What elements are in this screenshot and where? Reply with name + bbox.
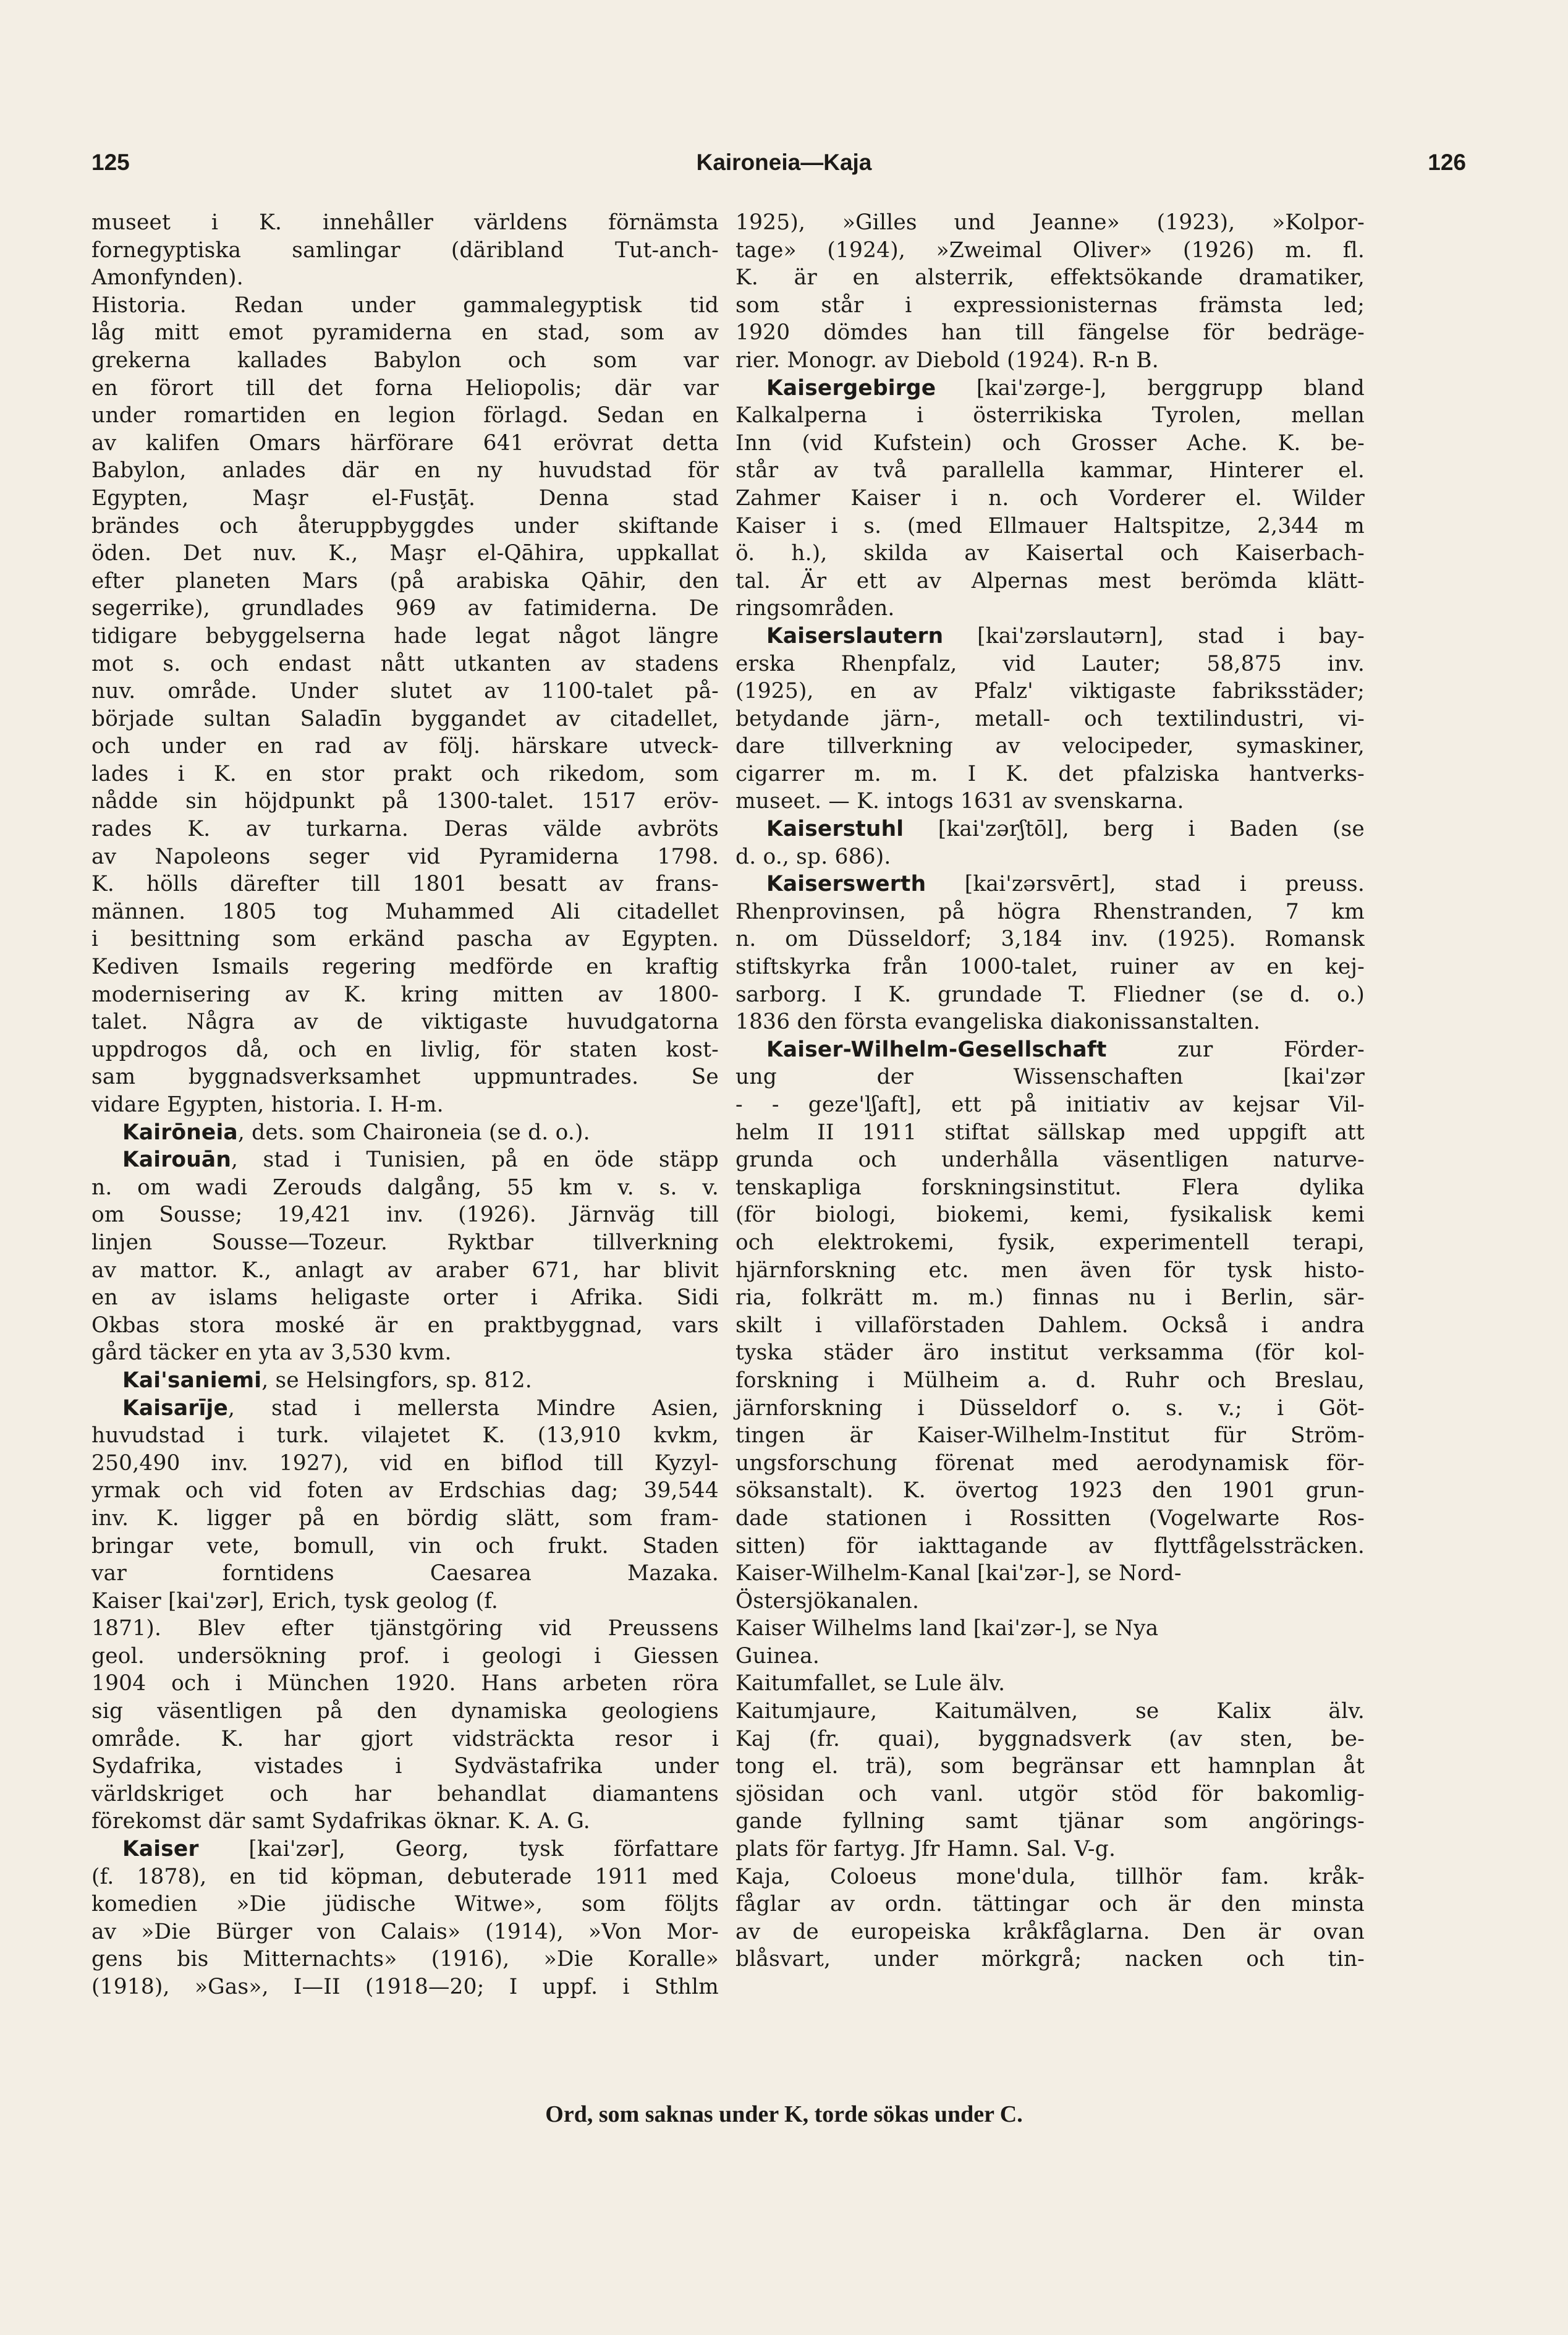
text-line: söksanstalt). K. övertog 1923 den 1901 grun- [735,1478,1365,1504]
text-line: 1920 dömdes han till fängelse för bedräge- [735,320,1365,346]
text-line: blåsvart, under mörkgrå; nacken och tin- [735,1947,1365,1972]
text-line: segerrike), grundlades 969 av fatimiderna. De [91,596,719,621]
text-line: Kaiserswerth [kai'zərsvērt], stad i preuss. [766,872,1365,897]
text-line: talet. Några av de viktigaste huvudgatorna [91,1010,719,1035]
text-line: lades i K. en stor prakt och rikedom, som [91,761,719,786]
text-line: männen. 1805 tog Muhammed Ali citadellet [91,899,719,924]
text-line: K. hölls därefter till 1801 besatt av frans- [91,872,719,897]
text-line: som står i expressionisternas främsta led; [735,292,1365,318]
text-line: modernisering av K. kring mitten av 1800- [91,982,719,1007]
left-column [91,209,719,2001]
text-line: av »Die Bürger von Calais» (1914), »Von Mor- [91,1919,719,1944]
text-line: yrmak och vid foten av Erdschias dag; 39,544 [91,1478,719,1504]
footer-note: Ord, som saknas under K, torde sökas under C. [545,2101,1023,2127]
text-line: förekomst där samt Sydafrikas öknar. K. A. G. [91,1809,590,1834]
text-line: Kaiserstuhl [kai'zərʃtōl], berg i Baden (se [766,817,1365,842]
text-line: Babylon, anlades där en ny huvudstad för [91,458,719,483]
text-line: gård täcker en yta av 3,530 kvm. [91,1340,452,1366]
text-line: tyska städer äro institut verksamma (för kol- [735,1340,1365,1366]
text-line: mot s. och endast nått utkanten av stadens [91,651,719,676]
text-line: tingen är Kaiser-Wilhelm-Institut für Ström- [735,1423,1365,1448]
text-line: Kaiser i s. (med Ellmauer Haltspitze, 2,344 m [735,513,1365,538]
running-title: Kaironeia—Kaja [696,150,872,175]
text-line: Kaiserslautern [kai'zərslautərn], stad i bay- [766,623,1365,649]
text-line: forskning i Mülheim a. d. Ruhr och Breslau, [735,1367,1365,1393]
text-line: Kaiser Wilhelms land [kai'zər-], se Nya [735,1616,1159,1641]
text-line: Inn (vid Kufstein) och Grosser Ache. K. be- [735,430,1365,456]
text-line: rades K. av turkarna. Deras välde avbröts [91,817,719,842]
text-line: Zahmer Kaiser i n. och Vorderer el. Wilder [735,485,1365,511]
text-line: hjärnforskning etc. men även för tysk histo- [735,1257,1365,1283]
text-line: sam byggnadsverksamhet uppmuntrades. Se [91,1065,719,1090]
text-line: av mattor. K., anlagt av araber 671, har blivit [91,1257,719,1283]
text-line: sig väsentligen på den dynamiska geologiens [91,1699,719,1724]
text-line: 1836 den första evangeliska diakonissanstalten. [735,1010,1261,1035]
text-line: bringar vete, bomull, vin och frukt. Staden [91,1533,719,1559]
text-line: Okbas stora moské är en praktbyggnad, vars [91,1312,719,1338]
text-line: Kaisergebirge [kai'zərge-], berggrupp bland [766,375,1365,401]
text-line: Kairōneia, dets. som Chaironeia (se d. o.). [122,1120,590,1145]
text-line: komedien »Die jüdische Witwe», som följts [91,1892,719,1917]
text-line: fåglar av ordn. tättingar och är den minsta [735,1892,1365,1917]
text-line: i besittning som erkänd pascha av Egypten. [91,927,719,952]
text-line: Sydafrika, vistades i Sydvästafrika under [91,1754,719,1779]
text-line: fornegyptiska samlingar (däribland Tut-anch- [91,237,719,263]
text-line: Rhenprovinsen, på högra Rhenstranden, 7 km [735,899,1365,924]
text-line: tidigare bebyggelserna hade legat något längre [91,623,719,649]
text-line: 1925), »Gilles und Jeanne» (1923), »Kolpor- [735,210,1365,235]
text-line: 1904 och i München 1920. Hans arbeten röra [91,1671,719,1696]
text-line: började sultan Saladīn byggandet av citadellet, [91,706,719,731]
text-line: Historia. Redan under gammalegyptisk tid [91,292,719,318]
text-line: (för biologi, biokemi, kemi, fysikalisk kemi [735,1202,1365,1228]
text-line: helm II 1911 stiftat sällskap med uppgift att [735,1120,1365,1145]
text-line: en förort till det forna Heliopolis; där var [91,375,719,401]
text-line: av kalifen Omars härförare 641 erövrat detta [91,430,719,456]
text-line: Kai'saniemi, se Helsingfors, sp. 812. [122,1367,532,1393]
text-line: tenskapliga forskningsinstitut. Flera dylika [735,1175,1365,1200]
text-line: 250,490 inv. 1927), vid en biflod till Kyzyl- [91,1450,719,1476]
text-line: grekerna kallades Babylon och som var [91,347,719,373]
text-line: huvudstad i turk. vilajetet K. (13,910 kvkm, [91,1423,719,1448]
text-line: tage» (1924), »Zweimal Oliver» (1926) m. fl. [735,237,1365,263]
text-line: sitten) för iakttagande av flyttfågelssträcken. [735,1533,1365,1559]
text-line: plats för fartyg. Jfr Hamn. Sal. V-g. [735,1837,1116,1862]
text-line: av de europeiska kråkfåglarna. Den är ovan [735,1919,1365,1944]
text-line: världskriget och har behandlat diamantens [91,1781,719,1806]
text-line: Kaiser [kai'zər], Georg, tysk författare [122,1837,719,1862]
text-line: (1925), en av Pfalz' viktigaste fabriksstäder; [735,679,1365,704]
text-line: nådde sin höjdpunkt på 1300-talet. 1517 eröv- [91,789,719,814]
text-line: linjen Sousse—Tozeur. Ryktbar tillverkning [91,1230,719,1255]
text-line: Guinea. [735,1643,820,1669]
text-line: tong el. trä), som begränsar ett hamnplan åt [735,1754,1365,1779]
text-line: Östersjökanalen. [735,1588,920,1614]
text-line: gande fyllning samt tjänar som angörings- [735,1809,1365,1834]
text-line: betydande järn-, metall- och textilindustri, vi- [735,706,1365,731]
page-header [0,150,1568,187]
text-line: museet i K. innehåller världens förnämsta [91,210,719,235]
text-line: erska Rhenpfalz, vid Lauter; 58,875 inv. [735,651,1365,676]
text-line: - - geze'lʃaft], ett på initiativ av kejsar Vil- [735,1092,1365,1117]
text-line: en av islams heligaste orter i Afrika. Sidi [91,1285,719,1311]
text-line: rier. Monogr. av Diebold (1924). R-n B. [735,347,1159,373]
text-line: Kaja, Coloeus mone'dula, tillhör fam. kråk- [735,1864,1365,1889]
text-line: grunda och underhålla väsentligen naturve- [735,1147,1365,1173]
text-line: n. om wadi Zerouds dalgång, 55 km v. s. v. [91,1175,719,1200]
text-line: uppdrogos då, och en livlig, för staten kost- [91,1037,719,1062]
text-line: inv. K. ligger på en bördig slätt, som fram- [91,1505,719,1531]
text-line: och under en rad av följ. härskare utveck- [91,734,719,759]
text-line: Kediven Ismails regering medförde en kraftig [91,955,719,980]
text-line: öden. Det nuv. K., Maşr el-Qāhira, uppkallat [91,541,719,566]
text-line: K. är en alsterrik, effektsökande dramatiker, [735,265,1365,291]
text-line: stiftskyrka från 1000-talet, ruiner av en kej- [735,955,1365,980]
text-line: låg mitt emot pyramiderna en stad, som av [91,320,719,346]
text-line: område. K. har gjort vidsträckta resor i [91,1726,719,1751]
text-line: Kairouān, stad i Tunisien, på en öde stäpp [122,1147,719,1173]
text-line: cigarrer m. m. I K. det pfalziska hantverks- [735,761,1365,786]
text-line: ringsområden. [735,596,895,621]
text-line: Kaitumfallet, se Lule älv. [735,1671,1006,1696]
text-line: efter planeten Mars (på arabiska Qāhir, den [91,568,719,593]
text-line: nuv. område. Under slutet av 1100-talet på- [91,679,719,704]
text-line: Kaitumjaure, Kaitumälven, se Kalix älv. [735,1699,1365,1724]
text-line: (1918), »Gas», I—II (1918—20; I uppf. i Sthlm [91,1975,719,1999]
text-line: dade stationen i Rossitten (Vogelwarte Ros- [735,1505,1365,1531]
text-line: (f. 1878), en tid köpman, debuterade 1911 med [91,1864,719,1889]
text-line: n. om Düsseldorf; 3,184 inv. (1925). Romansk [735,927,1365,952]
text-line: 1871). Blev efter tjänstgöring vid Preussens [91,1616,719,1641]
text-line: Egypten, Maşr el-Fusţāţ. Denna stad [91,485,719,511]
text-line: ö. h.), skilda av Kaisertal och Kaiserbach- [735,541,1365,566]
text-line: gens bis Mitternachts» (1916), »Die Koralle» [91,1947,719,1972]
text-line: om Sousse; 19,421 inv. (1926). Järnväg till [91,1202,719,1228]
text-line: geol. undersökning prof. i geologi i Giessen [91,1643,719,1669]
text-line: står av två parallella kammar, Hinterer el. [735,458,1365,483]
text-line: var forntidens Caesarea Mazaka. [91,1561,719,1586]
text-line: sarborg. I K. grundade T. Fliedner (se d. o.) [735,982,1365,1007]
text-line: av Napoleons seger vid Pyramiderna 1798. [91,844,719,869]
text-line: och elektrokemi, fysik, experimentell terapi, [735,1230,1365,1255]
text-line: Kaiser-Wilhelm-Kanal [kai'zər-], se Nord- [735,1561,1182,1586]
text-line: järnforskning i Düsseldorf o. s. v.; i Göt- [735,1395,1365,1421]
text-line: Kaisarīje, stad i mellersta Mindre Asien, [122,1395,719,1421]
text-line: ria, folkrätt m. m.) finnas nu i Berlin, sär- [735,1285,1365,1311]
text-line: under romartiden en legion förlagd. Sedan en [91,403,719,428]
text-line: Kaj (fr. quai), byggnadsverk (av sten, be- [735,1726,1365,1751]
text-line: ung der Wissenschaften [kai'zər [735,1065,1365,1090]
text-line: ungsforschung förenat med aerodynamisk för- [735,1450,1365,1476]
text-line: d. o., sp. 686). [735,844,891,869]
left-page-number: 125 [91,150,130,175]
text-line: tal. Är ett av Alpernas mest berömda klätt- [735,568,1365,593]
text-line: Kaiser-Wilhelm-Gesellschaft zur Förder- [766,1037,1365,1062]
text-line: Kaiser [kai'zər], Erich, tysk geolog (f. [91,1588,499,1614]
text-line: Kalkalperna i österrikiska Tyrolen, mellan [735,403,1365,428]
text-line: brändes och återuppbyggdes under skiftande [91,513,719,538]
text-line: dare tillverkning av velocipeder, symaskiner, [735,734,1365,759]
text-line: sjösidan och vanl. utgör stöd för bakomlig- [735,1781,1365,1806]
text-line: vidare Egypten, historia. I. H-m. [91,1092,444,1117]
text-line: skilt i villaförstaden Dahlem. Också i andra [735,1312,1365,1338]
text-line: Amonfynden). [91,265,244,291]
text-line: museet. — K. intogs 1631 av svenskarna. [735,789,1184,814]
right-page-number: 126 [1428,150,1466,175]
right-column [735,209,1365,1973]
